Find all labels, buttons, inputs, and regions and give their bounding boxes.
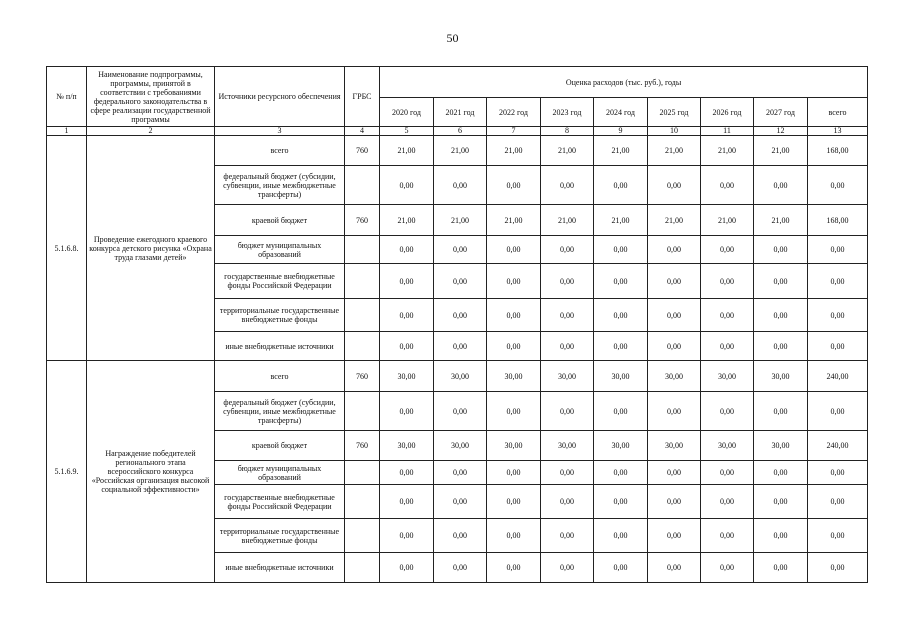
column-index: 5 [380, 127, 434, 136]
funding-source: бюджет муниципальных образований [215, 461, 345, 485]
header-name: Наименование подпрограммы, программы, принятой в соответствии с требованиями федерального законодательства в сфере реализации государственной программы [87, 67, 215, 127]
year-value: 0,00 [754, 519, 808, 553]
year-value: 21,00 [701, 205, 754, 236]
year-value: 21,00 [487, 205, 541, 236]
funding-source: всего [215, 136, 345, 166]
year-value: 0,00 [380, 236, 434, 264]
year-value: 0,00 [754, 264, 808, 299]
header-grbs: ГРБС [345, 67, 380, 127]
grbs-code: 760 [345, 136, 380, 166]
header-year: 2022 год [487, 98, 541, 127]
total-cell: 0,00 [808, 236, 868, 264]
grbs-code [345, 519, 380, 553]
year-value: 30,00 [648, 431, 701, 461]
total-cell: 240,00 [808, 361, 868, 392]
year-value: 0,00 [434, 519, 487, 553]
total-cell: 0,00 [808, 461, 868, 485]
year-value: 21,00 [648, 205, 701, 236]
year-value: 0,00 [594, 461, 648, 485]
funding-source: краевой бюджет [215, 431, 345, 461]
year-value: 0,00 [754, 332, 808, 361]
year-value: 30,00 [701, 431, 754, 461]
year-value: 0,00 [701, 166, 754, 205]
total-cell: 0,00 [808, 485, 868, 519]
item-number: 5.1.6.8. [47, 136, 87, 361]
year-value: 30,00 [541, 361, 594, 392]
header-estimate: Оценка расходов (тыс. руб.), годы [380, 67, 868, 98]
column-index: 12 [754, 127, 808, 136]
year-value: 0,00 [594, 236, 648, 264]
year-value: 0,00 [701, 553, 754, 583]
year-value: 30,00 [434, 361, 487, 392]
year-value: 0,00 [487, 485, 541, 519]
year-value: 0,00 [487, 461, 541, 485]
year-value: 0,00 [434, 299, 487, 332]
header-year: всего [808, 98, 868, 127]
year-value: 0,00 [380, 461, 434, 485]
year-value: 30,00 [701, 361, 754, 392]
year-value: 0,00 [701, 332, 754, 361]
column-index: 9 [594, 127, 648, 136]
year-value: 0,00 [648, 166, 701, 205]
grbs-code [345, 332, 380, 361]
year-value: 0,00 [434, 264, 487, 299]
grbs-code [345, 553, 380, 583]
total-cell: 0,00 [808, 519, 868, 553]
year-value: 21,00 [487, 136, 541, 166]
funding-source: территориальные государственные внебюджетные фонды [215, 519, 345, 553]
year-value: 0,00 [648, 485, 701, 519]
year-value: 0,00 [487, 264, 541, 299]
year-value: 0,00 [487, 332, 541, 361]
funding-source: иные внебюджетные источники [215, 553, 345, 583]
year-value: 0,00 [648, 236, 701, 264]
year-value: 0,00 [380, 485, 434, 519]
total-cell: 0,00 [808, 332, 868, 361]
year-value: 0,00 [648, 553, 701, 583]
grbs-code [345, 392, 380, 431]
year-value: 21,00 [380, 136, 434, 166]
column-index: 11 [701, 127, 754, 136]
year-value: 30,00 [487, 361, 541, 392]
year-value: 0,00 [380, 553, 434, 583]
year-value: 0,00 [594, 519, 648, 553]
year-value: 0,00 [754, 553, 808, 583]
header-year: 2027 год [754, 98, 808, 127]
column-index: 2 [87, 127, 215, 136]
table-body [47, 136, 868, 583]
year-value: 0,00 [541, 461, 594, 485]
column-index: 3 [215, 127, 345, 136]
column-index: 7 [487, 127, 541, 136]
header-year: 2023 год [541, 98, 594, 127]
year-value: 30,00 [487, 431, 541, 461]
year-value: 0,00 [648, 519, 701, 553]
grbs-code: 760 [345, 431, 380, 461]
header-year: 2026 год [701, 98, 754, 127]
year-value: 0,00 [434, 485, 487, 519]
year-value: 0,00 [648, 461, 701, 485]
year-value: 30,00 [754, 431, 808, 461]
header-year: 2025 год [648, 98, 701, 127]
total-cell: 0,00 [808, 299, 868, 332]
funding-source: территориальные государственные внебюджетные фонды [215, 299, 345, 332]
funding-source: федеральный бюджет (субсидии, субвенции, иные межбюджетные трансферты) [215, 392, 345, 431]
year-value: 0,00 [541, 392, 594, 431]
year-value: 0,00 [541, 553, 594, 583]
year-value: 0,00 [754, 485, 808, 519]
year-value: 0,00 [594, 332, 648, 361]
year-value: 0,00 [541, 166, 594, 205]
year-value: 0,00 [754, 461, 808, 485]
year-value: 30,00 [594, 361, 648, 392]
year-value: 0,00 [487, 392, 541, 431]
year-value: 21,00 [380, 205, 434, 236]
year-value: 0,00 [754, 236, 808, 264]
year-value: 0,00 [541, 264, 594, 299]
total-cell: 0,00 [808, 264, 868, 299]
year-value: 0,00 [380, 392, 434, 431]
year-value: 0,00 [434, 236, 487, 264]
year-value: 0,00 [594, 264, 648, 299]
year-value: 0,00 [754, 299, 808, 332]
header-source: Источники ресурсного обеспечения [215, 67, 345, 127]
year-value: 0,00 [541, 332, 594, 361]
grbs-code: 760 [345, 361, 380, 392]
year-value: 21,00 [701, 136, 754, 166]
header-year: 2024 год [594, 98, 648, 127]
year-value: 0,00 [594, 553, 648, 583]
year-value: 21,00 [541, 136, 594, 166]
year-value: 21,00 [434, 136, 487, 166]
year-value: 0,00 [701, 485, 754, 519]
year-value: 21,00 [434, 205, 487, 236]
year-value: 0,00 [380, 166, 434, 205]
column-index: 8 [541, 127, 594, 136]
header-year: 2020 год [380, 98, 434, 127]
year-value: 0,00 [380, 519, 434, 553]
year-value: 21,00 [648, 136, 701, 166]
total-cell: 0,00 [808, 166, 868, 205]
year-value: 0,00 [701, 461, 754, 485]
year-value: 0,00 [487, 166, 541, 205]
funding-source: бюджет муниципальных образований [215, 236, 345, 264]
grbs-code [345, 236, 380, 264]
year-value: 0,00 [434, 392, 487, 431]
year-value: 0,00 [380, 332, 434, 361]
year-value: 0,00 [594, 485, 648, 519]
grbs-code: 760 [345, 205, 380, 236]
year-value: 0,00 [754, 392, 808, 431]
year-value: 0,00 [594, 299, 648, 332]
year-value: 0,00 [541, 299, 594, 332]
year-value: 0,00 [380, 299, 434, 332]
funding-source: всего [215, 361, 345, 392]
year-value: 0,00 [701, 299, 754, 332]
grbs-code [345, 299, 380, 332]
year-value: 0,00 [648, 299, 701, 332]
year-value: 0,00 [701, 236, 754, 264]
year-value: 21,00 [754, 136, 808, 166]
year-value: 30,00 [380, 431, 434, 461]
grbs-code [345, 461, 380, 485]
funding-source: федеральный бюджет (субсидии, субвенции, иные межбюджетные трансферты) [215, 166, 345, 205]
year-value: 0,00 [701, 519, 754, 553]
grbs-code [345, 485, 380, 519]
total-cell: 0,00 [808, 553, 868, 583]
year-value: 30,00 [380, 361, 434, 392]
year-value: 0,00 [701, 264, 754, 299]
total-cell: 168,00 [808, 205, 868, 236]
year-value: 30,00 [434, 431, 487, 461]
year-value: 0,00 [541, 485, 594, 519]
item-number: 5.1.6.9. [47, 361, 87, 583]
item-name: Проведение ежегодного краевого конкурса детского рисунка «Охрана труда глазами детей» [87, 136, 215, 361]
year-value: 0,00 [541, 519, 594, 553]
year-value: 0,00 [541, 236, 594, 264]
table-header [47, 67, 868, 136]
year-value: 0,00 [434, 461, 487, 485]
year-value: 0,00 [487, 519, 541, 553]
year-value: 21,00 [754, 205, 808, 236]
column-index: 13 [808, 127, 868, 136]
year-value: 0,00 [487, 299, 541, 332]
year-value: 0,00 [434, 166, 487, 205]
year-value: 0,00 [434, 553, 487, 583]
year-value: 30,00 [648, 361, 701, 392]
year-value: 30,00 [594, 431, 648, 461]
year-value: 0,00 [648, 392, 701, 431]
column-index: 1 [47, 127, 87, 136]
year-value: 0,00 [487, 236, 541, 264]
total-cell: 240,00 [808, 431, 868, 461]
year-value: 0,00 [594, 166, 648, 205]
year-value: 30,00 [754, 361, 808, 392]
table-row [47, 361, 868, 392]
funding-source: иные внебюджетные источники [215, 332, 345, 361]
grbs-code [345, 166, 380, 205]
total-cell: 168,00 [808, 136, 868, 166]
year-value: 0,00 [701, 392, 754, 431]
page-number: 50 [446, 31, 459, 45]
funding-source: краевой бюджет [215, 205, 345, 236]
year-value: 21,00 [594, 136, 648, 166]
header-year: 2021 год [434, 98, 487, 127]
funding-source: государственные внебюджетные фонды Российской Федерации [215, 485, 345, 519]
year-value: 30,00 [541, 431, 594, 461]
year-value: 0,00 [487, 553, 541, 583]
column-index: 10 [648, 127, 701, 136]
funding-source: государственные внебюджетные фонды Российской Федерации [215, 264, 345, 299]
item-name: Награждение победителей регионального этапа всероссийского конкурса «Российская организация высокой социальной эффективности» [87, 361, 215, 583]
year-value: 0,00 [380, 264, 434, 299]
column-index: 6 [434, 127, 487, 136]
table-row [47, 136, 868, 166]
year-value: 21,00 [594, 205, 648, 236]
year-value: 0,00 [594, 392, 648, 431]
column-index-row [47, 127, 868, 136]
year-value: 0,00 [434, 332, 487, 361]
year-value: 0,00 [648, 332, 701, 361]
column-index: 4 [345, 127, 380, 136]
year-value: 21,00 [541, 205, 594, 236]
header-num: № п/п [47, 67, 87, 127]
year-value: 0,00 [754, 166, 808, 205]
grbs-code [345, 264, 380, 299]
budget-table [46, 66, 868, 583]
year-value: 0,00 [648, 264, 701, 299]
total-cell: 0,00 [808, 392, 868, 431]
